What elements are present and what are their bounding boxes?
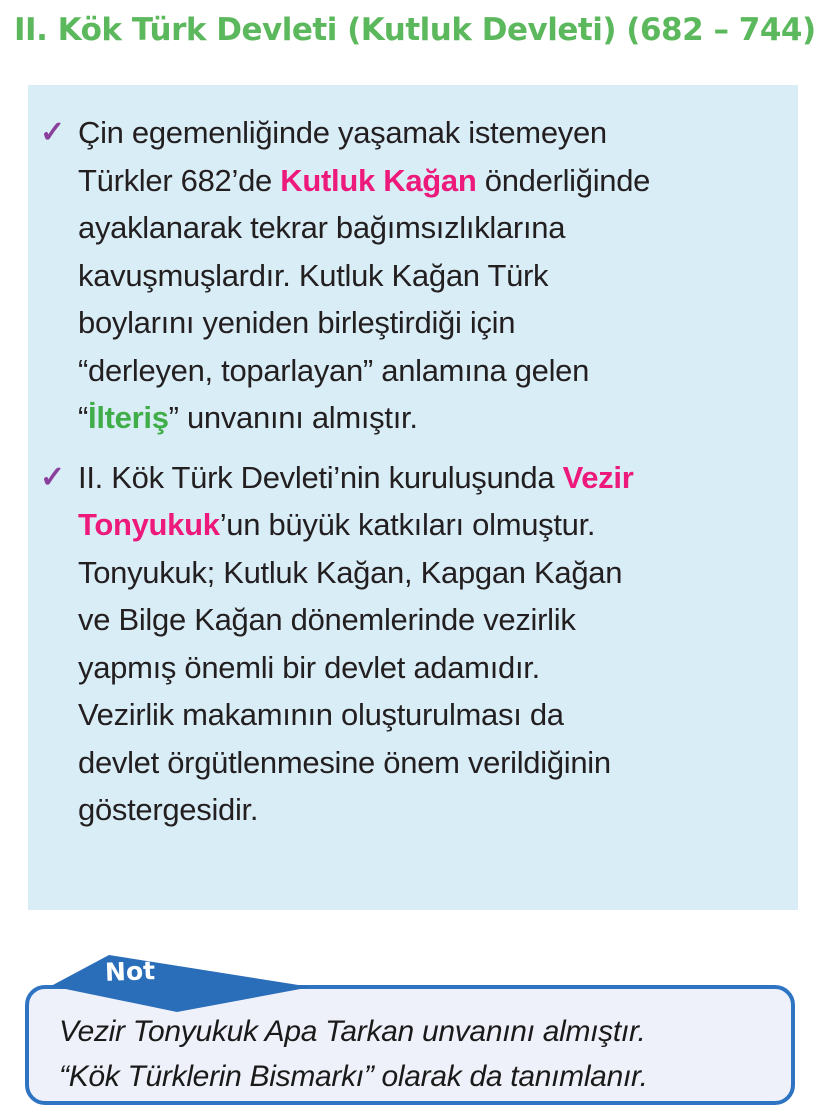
text-segment: Tonyukuk; Kutluk Kağan, Kapgan Kağan <box>78 554 623 590</box>
text-segment: önderliğinde <box>476 162 651 198</box>
text-segment: “ <box>78 400 89 435</box>
text-line <box>78 299 650 347</box>
text-line <box>78 786 633 834</box>
text-line <box>78 109 650 157</box>
text-line <box>78 347 650 395</box>
bullet-2-text <box>78 454 633 834</box>
text-segment: ’un büyük katkıları olmuştur. <box>219 507 596 542</box>
text-line <box>78 501 633 549</box>
text-line <box>78 644 633 692</box>
info-box <box>28 85 798 910</box>
text-segment: Çin egemenliğinde yaşamak istemeyen <box>78 115 607 150</box>
text-line <box>78 596 633 644</box>
text-segment: boylarını yeniden birleştirdiği için <box>78 305 516 340</box>
text-segment: Türkler 682’de <box>78 162 281 198</box>
highlight-tonyukuk: Tonyukuk <box>78 507 220 542</box>
text-line <box>78 454 633 502</box>
note-ribbon <box>47 953 315 1015</box>
note-box <box>25 956 795 1105</box>
bullet-item-1 <box>40 109 780 442</box>
text-segment: Vezirlik makamının oluşturulması da <box>78 697 564 732</box>
text-segment: ayaklanarak tekrar bağımsızlıklarına <box>78 210 566 245</box>
check-icon: ✓ <box>40 460 66 494</box>
text-segment: devlet örgütlenmesine önem verildiğinin <box>78 744 611 780</box>
note-text <box>59 1009 791 1099</box>
note-text-line: “Kök Türklerin Bismarkı” olarak da tanımlanır. <box>59 1060 648 1093</box>
text-segment: kavuşmuşlardır. Kutluk Kağan Türk <box>78 257 549 293</box>
check-icon: ✓ <box>40 116 66 149</box>
note-ribbon-shape <box>47 953 315 1015</box>
text-line <box>78 739 633 787</box>
text-line <box>78 549 633 597</box>
text-line <box>78 691 633 739</box>
note-text-line: Vezir Tonyukuk Apa Tarkan unvanını almıştır. <box>59 1015 646 1048</box>
text-line <box>78 394 650 442</box>
bullet-1-text <box>78 109 650 442</box>
text-line <box>78 252 650 300</box>
page-title: II. Kök Türk Devleti (Kutluk Devleti) (682 – 744) <box>14 12 816 48</box>
text-segment: göstergesidir. <box>78 792 259 827</box>
highlight-kutluk-kagan: Kutluk Kağan <box>280 162 477 198</box>
highlight-vezir: Vezir <box>562 459 634 495</box>
text-segment: II. Kök Türk Devleti’nin kuruluşunda <box>78 459 563 495</box>
text-segment: “derleyen, toparlayan” anlamına gelen <box>78 352 590 388</box>
text-segment: yapmış önemli bir devlet adamıdır. <box>78 649 540 685</box>
text-segment: ” unvanını almıştır. <box>168 400 418 435</box>
text-segment: ve Bilge Kağan dönemlerinde vezirlik <box>78 602 576 637</box>
text-line <box>78 204 650 252</box>
text-line <box>78 157 650 205</box>
bullet-item-2 <box>40 454 780 834</box>
highlight-ilteris: İlteriş <box>88 400 169 435</box>
note-label: Not <box>104 956 156 987</box>
